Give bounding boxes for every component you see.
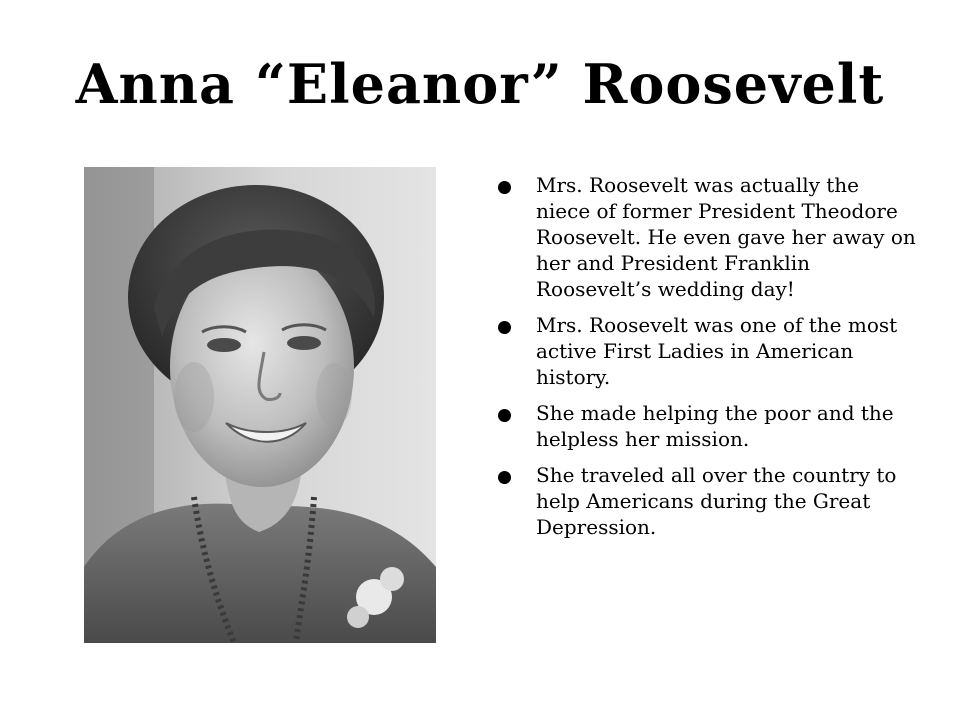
slide-title: Anna “Eleanor” Roosevelt [75,52,885,116]
bullet-item [496,462,916,540]
bullet-item [496,172,916,302]
bullet-icon [498,181,511,194]
bullet-text: Mrs. Roosevelt was actually the niece of former President Theodore Roosevelt. He even gave her away on her and President Franklin Roosevelt’s wedding day! [536,173,916,301]
bullet-item [496,400,916,452]
portrait-illustration [84,167,436,643]
bullet-text: She made helping the poor and the helpless her mission. [536,401,894,451]
bullet-icon [498,321,511,334]
bullet-list [496,172,916,550]
bullet-text: She traveled all over the country to help Americans during the Great Depression. [536,463,897,539]
bullet-item [496,312,916,390]
bullet-icon [498,471,511,484]
bullet-icon [498,409,511,422]
bullet-text: Mrs. Roosevelt was one of the most active First Ladies in American history. [536,313,898,389]
portrait-photo [84,167,436,643]
